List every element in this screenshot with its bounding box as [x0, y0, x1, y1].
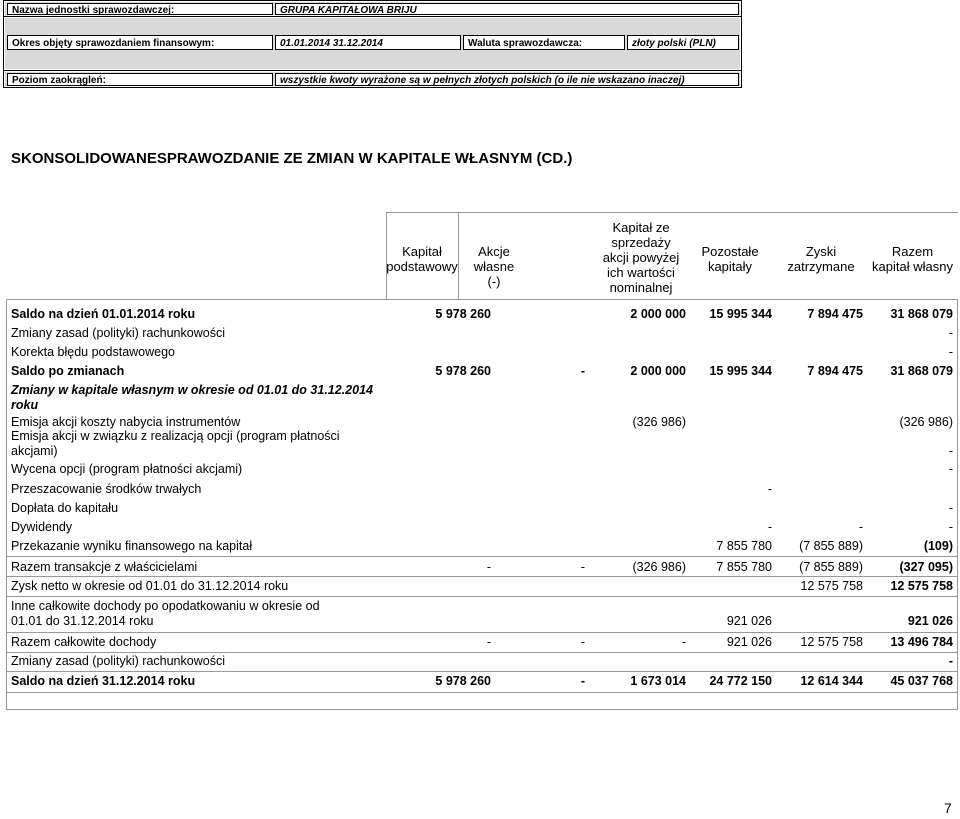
column-header: [786, 244, 856, 274]
row-label: [11, 383, 373, 413]
cell-value: 921 026: [907, 614, 953, 628]
cell-value: (7 855 889): [799, 560, 863, 574]
row-label: [11, 307, 195, 322]
currency-value: złoty polski (PLN): [627, 35, 739, 50]
cell-value: 12 575 758: [800, 579, 863, 593]
column-header: [458, 244, 530, 289]
cell-value: 15 995 344: [709, 307, 772, 321]
cell-value: 31 868 079: [890, 307, 953, 321]
cell-value: (7 855 889): [799, 539, 863, 553]
row-label-line: Razem transakcje z właścicielami: [11, 560, 198, 574]
row-label: [11, 635, 156, 650]
column-header: [865, 244, 960, 274]
cell-value: -: [948, 345, 953, 359]
row-label-line: roku: [11, 398, 39, 412]
row-label-line: Zysk netto w okresie od 01.01 do 31.12.2014 roku: [11, 579, 289, 593]
column-header-line: Pozostałe: [701, 244, 759, 259]
period-label: Okres objęty sprawozdaniem finansowym:: [7, 35, 273, 50]
cell-value: -: [580, 674, 585, 688]
cell-value: 12 614 344: [800, 674, 863, 688]
cell-value: 45 037 768: [890, 674, 953, 688]
cell-value: -: [580, 560, 585, 574]
row-label: [11, 429, 340, 459]
cell-value: -: [948, 520, 953, 534]
cell-value: 921 026: [726, 614, 772, 628]
row-label: [11, 674, 195, 689]
row-label: [11, 520, 72, 535]
row-label-line: Wycena opcji (program płatności akcjami): [11, 462, 243, 476]
row-separator: [6, 576, 958, 577]
column-header-line: Zyski: [805, 244, 837, 259]
column-header: [686, 244, 774, 274]
cell-value: 2 000 000: [630, 364, 686, 378]
column-header-line: sprzedaży: [611, 235, 671, 250]
cell-value: 7 894 475: [807, 307, 863, 321]
cell-value: (326 986): [899, 415, 953, 429]
cell-value: (326 986): [632, 560, 686, 574]
cell-value: 15 995 344: [709, 364, 772, 378]
row-label: [11, 579, 288, 594]
column-header-line: Razem: [891, 244, 934, 259]
cell-value: -: [858, 520, 863, 534]
row-label-line: 01.01 do 31.12.2014 roku: [11, 614, 154, 628]
entity-value: GRUPA KAPITAŁOWA BRIJU: [275, 3, 739, 15]
page-title: SKONSOLIDOWANESPRAWOZDANIE ZE ZMIAN W KAPITALE WŁASNYM (CD.): [11, 150, 573, 167]
row-separator: [6, 652, 958, 653]
cell-value: 24 772 150: [709, 674, 772, 688]
column-header-line: (-): [487, 274, 501, 289]
cell-value: 31 868 079: [890, 364, 953, 378]
entity-label: Nazwa jednostki sprawozdawczej:: [7, 3, 273, 15]
row-label: [11, 462, 242, 477]
cell-value: -: [580, 635, 585, 649]
cell-value: -: [681, 635, 686, 649]
row-separator: [6, 596, 958, 597]
header-row-entity: [3, 0, 742, 17]
column-header-line: kapitały: [707, 259, 753, 274]
cell-value: 2 000 000: [630, 307, 686, 321]
row-label: [11, 326, 225, 341]
column-header-line: podstawowy: [386, 259, 458, 274]
period-value: 01.01.2014 31.12.2014: [275, 35, 461, 50]
row-label-line: Korekta błędu podstawowego: [11, 345, 176, 359]
cell-value: -: [486, 560, 491, 574]
cell-value: 7 855 780: [716, 560, 772, 574]
row-label-line: Dywidendy: [11, 520, 73, 534]
row-label-line: Przeszacowanie środków trwałych: [11, 482, 202, 496]
row-label: [11, 654, 225, 669]
row-separator: [6, 556, 958, 557]
column-header-line: nominalnej: [609, 280, 673, 295]
row-label-line: Razem całkowite dochody: [11, 635, 157, 649]
cell-value: -: [486, 635, 491, 649]
header-row-period: [3, 16, 742, 71]
row-separator: [6, 671, 958, 672]
cell-value: -: [580, 364, 585, 378]
column-header-line: Kapitał: [402, 244, 442, 259]
row-label: [11, 599, 320, 629]
row-label-line: Zmiany zasad (polityki) rachunkowości: [11, 654, 225, 668]
row-label-line: Emisja akcji koszty nabycia instrumentów: [11, 415, 241, 429]
header-row-rounding: [3, 70, 742, 88]
row-label-line: Zmiany w kapitale własnym w okresie od 01.01 do 31.12.2014: [11, 383, 373, 397]
row-label: [11, 560, 197, 575]
cell-value: 12 575 758: [800, 635, 863, 649]
row-label-line: Saldo na dzień 31.12.2014 roku: [11, 674, 196, 688]
row-label-line: Saldo na dzień 01.01.2014 roku: [11, 307, 196, 321]
cell-value: -: [767, 482, 772, 496]
cell-value: (326 986): [632, 415, 686, 429]
cell-value: -: [948, 501, 953, 515]
page-number: 7: [944, 800, 952, 816]
row-separator: [6, 632, 958, 633]
column-header-line: kapitał własny: [872, 259, 953, 274]
cell-value: 5 978 260: [435, 364, 491, 378]
column-header-line: ich wartości: [607, 265, 675, 280]
column-header-line: zatrzymane: [787, 259, 855, 274]
cell-value: 1 673 014: [630, 674, 686, 688]
cell-value: 7 894 475: [807, 364, 863, 378]
row-label: [11, 364, 124, 379]
cell-value: -: [948, 326, 953, 340]
cell-value: (327 095): [899, 560, 953, 574]
cell-value: -: [948, 654, 953, 668]
column-header: [386, 244, 458, 274]
row-label-line: Emisja akcji w związku z realizacją opcji (program płatności: [11, 429, 340, 443]
row-label-line: Dopłata do kapitału: [11, 501, 119, 515]
row-label: [11, 345, 175, 360]
row-label: [11, 501, 118, 516]
rounding-label: Poziom zaokrągleń:: [7, 73, 273, 86]
cell-value: -: [948, 462, 953, 476]
cell-value: 921 026: [726, 635, 772, 649]
row-label-line: Saldo po zmianach: [11, 364, 125, 378]
cell-value: 13 496 784: [890, 635, 953, 649]
row-label-line: akcjami): [11, 444, 58, 458]
cell-value: -: [767, 520, 772, 534]
cell-value: 5 978 260: [435, 674, 491, 688]
row-label-line: Inne całkowite dochody po opodatkowaniu w okresie od: [11, 599, 320, 613]
rounding-value: wszystkie kwoty wyrażone są w pełnych złotych polskich (o ile nie wskazano inaczej): [275, 73, 739, 86]
currency-label: Waluta sprawozdawcza:: [463, 35, 625, 50]
row-label-line: Przekazanie wyniku finansowego na kapitał: [11, 539, 253, 553]
cell-value: 5 978 260: [435, 307, 491, 321]
row-label: [11, 482, 201, 497]
row-label-line: Zmiany zasad (polityki) rachunkowości: [11, 326, 225, 340]
column-header-line: Kapitał ze: [612, 220, 670, 235]
header-top-line: [386, 212, 958, 213]
column-header: [589, 220, 693, 295]
cell-value: 7 855 780: [716, 539, 772, 553]
cell-value: -: [948, 444, 953, 458]
column-header-line: Akcje własne: [473, 244, 515, 274]
cell-value: (109): [923, 539, 953, 553]
row-label: [11, 539, 252, 554]
row-separator: [6, 692, 958, 693]
row-label: [11, 415, 240, 430]
cell-value: 12 575 758: [890, 579, 953, 593]
column-header-line: akcji powyżej: [602, 250, 680, 265]
